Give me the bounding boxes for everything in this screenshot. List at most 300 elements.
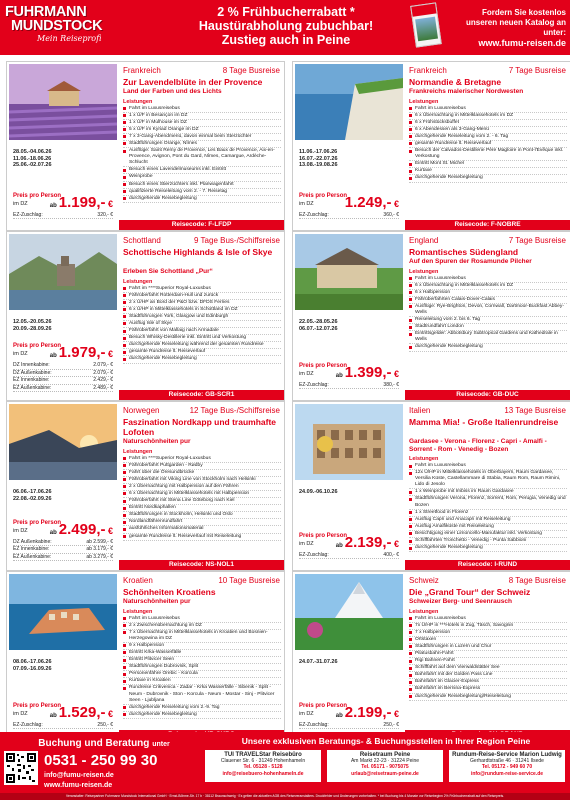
tour-card[interactable]: [6, 61, 285, 231]
tour-country: Frankreich: [123, 66, 161, 75]
price-value: 2.199,-: [344, 703, 392, 721]
service-item: Besuch eines Lavendelmuseums inkl. Eintritt: [123, 167, 281, 174]
room-type: im DZ: [13, 710, 28, 717]
service-item: Fahrt über die Öresundbrücke: [123, 470, 281, 477]
office-address: Clauener Str. 6 · 31249 Hohenhameln: [220, 758, 306, 765]
price-per-person-label: Preis pro Person: [13, 343, 62, 350]
price-per-person-label: Preis pro Person: [299, 362, 348, 369]
service-item: 1 x Weinprobe mit Imbiss im Raum Gardasee: [409, 489, 567, 496]
tour-date: 28.05.-04.06.26: [13, 149, 52, 155]
services-list: [123, 616, 281, 719]
service-item: Fahrt im Luxusreisebus: [409, 463, 567, 470]
price-prefix: ab: [335, 372, 343, 379]
price-extra-row: [13, 539, 113, 546]
service-item: qualifizierte Reiseleitung vom 2. - 7. Reisetag: [123, 189, 281, 196]
tour-card[interactable]: [6, 231, 285, 401]
catalog-line2: unseren neuen Katalog an unter:: [465, 18, 566, 37]
service-item: Rigi Bahnen-Fahrt: [409, 658, 567, 665]
tour-photo: [295, 234, 403, 310]
service-item: durchgehende Reiseleitung vom 2.-9. Tag: [123, 705, 281, 712]
tour-subtitle: Naturschönheiten pur: [123, 438, 191, 445]
tour-duration: 7 Tage Busreise: [508, 236, 566, 245]
logo-tagline: Mein Reiseprofi: [37, 34, 102, 43]
service-item: Fährüberfahrt mit Viking Line von Stockholm nach Helsinki: [123, 477, 281, 484]
service-item: Pilatusbahn-Fahrt: [409, 651, 567, 658]
price-per-person-label: Preis pro Person: [299, 532, 348, 539]
services-label: Leistungen: [123, 278, 153, 285]
price-value: 1.529,-: [58, 703, 106, 721]
tour-code: Reisecode: F-NOBRE: [405, 220, 570, 230]
office-phone: Tel. 05172 - 949 60 70: [481, 764, 533, 771]
price-prefix: ab: [335, 712, 343, 719]
service-item: Schifffahrt auf dem Vierwaldstätter See: [409, 665, 567, 672]
service-item: Nordlandfährenrundfahrt: [123, 519, 281, 526]
tour-title: Faszination Nordkapp und traumhafte Lofoten: [123, 417, 277, 437]
service-item: ausführliches Informationsmaterial: [123, 526, 281, 533]
services-label: Leistungen: [409, 608, 439, 615]
booking-title: Buchung und Beratung unter: [38, 738, 170, 749]
price-per-person-label: Preis pro Person: [299, 192, 348, 199]
tour-date: 24.09.-06.10.26: [299, 489, 338, 495]
price-currency: €: [105, 708, 113, 719]
tour-date: 11.06.-18.06.26: [13, 155, 52, 162]
promo-line1: 2 % Frühbucherrabatt *: [217, 5, 355, 19]
tour-duration: 10 Tage Busreise: [218, 576, 280, 585]
price-extra-row: [13, 370, 113, 377]
service-item: durchgehende Reisebegleitung: [409, 545, 567, 552]
service-item: durchgehende Reisebegleitung/Reiseleitung: [409, 694, 567, 701]
service-item: gesamte Rundreise lt. Reiseverlauf: [409, 141, 567, 148]
price-value: 1.399,-: [344, 363, 392, 381]
service-item: durchgehende Reisebegleitung: [123, 712, 281, 719]
price-extra-row: [13, 385, 113, 392]
tour-card[interactable]: [6, 571, 285, 741]
offices-title: Unsere exklusiven Beratungs- & Buchungsstellen in Ihrer Region Peine: [241, 736, 531, 746]
service-item: Bahnfahrt im Bernina-Express: [409, 686, 567, 693]
service-item: gesamte Rundreise lt. Reiseverlauf mit Reiseleitung: [123, 534, 281, 541]
booking-website[interactable]: www.fumu-reisen.de: [44, 782, 113, 789]
service-item: Fährüberfahrten Calais-Dover-Calais: [409, 297, 567, 304]
service-item: 6 x Abendessen als 3-Gang-Menü: [409, 127, 567, 134]
tour-photo: [9, 64, 117, 140]
extra-label: EZ-Zuschlag:: [13, 721, 43, 728]
legal-notice: Veranstalter: Reisepartner Fuhrmann Mundstock International GmbH · Ernst-Böhme-Str. 17 b · 38112 Braunschweig · Es gelten die aktuellen AGB des Reiseveranstalters. Druckfehler und Änderungen vorbehalten. * bei Buchung bis 4 Monate vor Reisebeginn 2% Frühbucherrabatt auf den Reisepreis.: [0, 793, 570, 800]
extra-value: ab 3.279,- €: [86, 553, 113, 560]
header-banner: [0, 0, 570, 55]
extra-label: EZ-Zuschlag:: [13, 211, 43, 218]
price-prefix: ab: [49, 712, 57, 719]
tour-card[interactable]: [292, 401, 570, 571]
service-item: durchgehende Reisebegleitung: [409, 175, 567, 182]
service-item: Eintritt Mont St. Michel: [409, 161, 567, 168]
office-email: info@reisebuero-hohenhameln.de: [222, 770, 304, 777]
room-type: im DZ: [299, 710, 314, 717]
tour-title: Mamma Mia! - Große Italienrundreise: [409, 417, 559, 427]
price-per-person-label: Preis pro Person: [299, 702, 348, 709]
tour-code: Reisecode: NS-NOL1: [119, 560, 284, 570]
service-item: Eintritt Plitvicer Seen: [123, 657, 281, 664]
service-item: 7 x Übernachtung in Mittelklassehotels in Kroatien und Bosnien-Herzegowina im DZ: [123, 630, 281, 643]
service-item: 7x Ü/HP in ***Hotels in Zug, Täsch, Savognin: [409, 623, 567, 630]
tour-price: [345, 195, 399, 212]
tour-subtitle: Land der Farben und des Lichts: [123, 88, 222, 95]
tour-card[interactable]: [292, 231, 570, 401]
tour-duration: 9 Tage Bus-/Schiffsreise: [194, 236, 280, 245]
service-item: 7 x 3-Gang-Abendmenü, davon einmal beim Sterzüchter: [123, 134, 281, 141]
tour-country: England: [409, 236, 439, 245]
tour-country: Kroatien: [123, 576, 153, 585]
office-peine[interactable]: [327, 750, 443, 782]
tour-date: 12.05.-20.05.26: [13, 319, 52, 325]
price-extra-row: [13, 554, 113, 561]
tour-date: 11.06.-17.06.26: [299, 149, 338, 155]
services-label: Leistungen: [409, 268, 439, 275]
service-item: Eintritt Krka-Wasserfälle: [123, 650, 281, 657]
tour-subtitle: Schweizer Berg- und Seenrausch: [409, 598, 512, 605]
service-item: Bahnfahrt im Glacier-Express: [409, 679, 567, 686]
tour-dates: [299, 319, 338, 332]
office-address: Gerhardtstraße 46 · 31241 Ilsede: [470, 758, 544, 765]
price-currency: €: [391, 198, 399, 209]
price-currency: €: [105, 198, 113, 209]
catalog-line1: Fordern Sie kostenlos: [481, 8, 566, 17]
price-currency: €: [391, 708, 399, 719]
price-value: 2.139,-: [344, 533, 392, 551]
office-email: urlaub@reisetraum-peine.de: [351, 770, 419, 777]
services-label: Leistungen: [123, 98, 153, 105]
service-item: Besuch der Calvados-Destillerie Père Magloire in Pont-l'Evêque inkl. Verkostung: [409, 148, 567, 161]
tour-date: 24.07.-31.07.26: [299, 659, 338, 665]
room-type: im DZ: [299, 200, 314, 207]
tour-country: Schottland: [123, 236, 161, 245]
tour-duration: 8 Tage Busreise: [508, 576, 566, 585]
service-item: 6 x Übernachtung in Mittelklassehotels im DZ: [409, 283, 567, 290]
price-extras: [13, 539, 113, 561]
extra-label: DZ Innenkabine:: [13, 362, 50, 369]
promo-line2: Haustürabholung zubuchbar!: [198, 19, 374, 33]
service-item: Stadtführungen Verona, Florenz, Sorrent, Rom, Perugia, Venedig und Bozen: [409, 496, 567, 509]
service-item: gesamte Rundreise lt. Reiseverlauf: [123, 349, 281, 356]
services-label: Leistungen: [409, 98, 439, 105]
price-currency: €: [391, 368, 399, 379]
service-item: Fahrt im Luxusreisebus: [409, 616, 567, 623]
price-extras: [299, 722, 399, 729]
price-extra-row: [299, 722, 399, 729]
price-currency: €: [105, 349, 113, 360]
tour-title: Schottische Highlands & Isle of Skye: [123, 247, 273, 257]
price-value: 2.499,-: [58, 520, 106, 538]
service-item: Schifffahrten Tronchetto - Venedig - Punta Sabbioni: [409, 538, 567, 545]
tour-dates: [13, 659, 52, 672]
price-extras: [299, 212, 399, 219]
service-item: Ausflug Amalfiküste mit Reiseleitung: [409, 524, 567, 531]
room-type: im DZ: [299, 370, 314, 377]
tour-date: 22.05.-28.05.26: [299, 319, 338, 325]
service-item: Fahrt im Luxusreisebus: [409, 106, 567, 113]
price-extras: [299, 382, 399, 389]
tour-title: Zur Lavendelblüte in der Provence: [123, 77, 263, 87]
office-ilsede[interactable]: [449, 750, 565, 782]
tour-duration: 7 Tage Busreise: [508, 66, 566, 75]
price-per-person-label: Preis pro Person: [13, 192, 62, 199]
service-item: Ausflug Capri und Anacapri mit Reiseleitung: [409, 517, 567, 524]
extra-value: ab 2.599,- €: [86, 538, 113, 545]
price-extras: [13, 362, 113, 392]
extra-label: EZ Außenkabine:: [13, 384, 52, 391]
tour-subtitle: Erleben Sie Schottland „Pur“: [123, 268, 213, 275]
extra-label: EZ Innenkabine:: [13, 377, 50, 384]
extra-value: 2.489,- €: [93, 384, 113, 391]
service-item: Ausflüge: Rye-Brighton, Devon, Cornwall, Dartmoor-Buckfast Abbey-Wells: [409, 304, 567, 317]
booking-phone[interactable]: 0531 - 250 99 30: [44, 752, 158, 769]
tour-card[interactable]: [292, 61, 570, 231]
service-item: Stadtführungen Dubrovnik, Split: [123, 664, 281, 671]
tour-date: 16.07.-22.07.26: [299, 155, 338, 162]
price-extras: [13, 212, 113, 219]
service-item: Stadtführungen in Luzern und Chur: [409, 644, 567, 651]
price-extra-row: [13, 212, 113, 219]
tour-country: Frankreich: [409, 66, 447, 75]
tour-code: Reisecode: GB-SCR1: [119, 390, 284, 400]
service-item: Stadtrundfahrt London: [409, 324, 567, 331]
service-item: Kurtaxe: [409, 168, 567, 175]
service-item: 1 x Ü/F in Mulhouse im DZ: [123, 120, 281, 127]
extra-value: 380,- €: [383, 381, 399, 388]
fuhrmann-mundstock-logo[interactable]: [5, 5, 123, 49]
services-label: Leistungen: [123, 608, 153, 615]
price-extra-row: [13, 362, 113, 369]
tour-photo: [295, 574, 403, 650]
tour-duration: 12 Tage Bus-/Schiffsreise: [189, 406, 280, 415]
service-item: 1 x Ü/F in Besançon im DZ: [123, 113, 281, 120]
catalog-url-link[interactable]: www.fumu-reisen.de: [478, 38, 566, 48]
service-item: 6 x Übernachtung in Mittelklassehotels mit Halbpension: [123, 491, 281, 498]
tour-subtitle: Auf den Spuren der Rosamunde Pilcher: [409, 258, 532, 265]
service-item: Eintritt Nordkaphallen: [123, 505, 281, 512]
price-prefix: ab: [49, 353, 57, 360]
extra-value: 400,- €: [383, 551, 399, 558]
extra-label: DZ Außenkabine:: [13, 538, 52, 545]
service-item: Fahrt im ****Superior Royal-Luxusbus: [123, 286, 281, 293]
service-item: Eintrittsgelder: Abbotsbury Subtropical Gardens und Kathedrale in Wells: [409, 331, 567, 344]
tour-dates: [299, 659, 338, 666]
room-type: im DZ: [13, 527, 28, 534]
tour-photo: [9, 404, 117, 480]
tour-date: 22.08.-02.09.26: [13, 495, 52, 502]
tour-dates: [13, 489, 52, 502]
price-extra-row: [13, 722, 113, 729]
tour-duration: 8 Tage Busreise: [222, 66, 280, 75]
service-item: Stadtführungen in Stockholm, Helsinki und Oslo: [123, 512, 281, 519]
service-item: Kurtaxe in Kroatien: [123, 678, 281, 685]
price-extra-row: [299, 212, 399, 219]
tour-photo: [9, 574, 117, 650]
logo-line1: FUHRMANN: [5, 4, 87, 20]
tour-country: Norwegen: [123, 406, 160, 415]
office-name: TUI TRAVELStar Reisebüro: [224, 752, 302, 758]
service-item: 1 x Streetfood in Florenz: [409, 510, 567, 517]
service-item: 6 x Halbpension: [409, 290, 567, 297]
extra-label: EZ Innenkabine:: [13, 546, 50, 553]
price-value: 1.979,-: [58, 344, 106, 362]
service-item: Fährüberfahrt von Mallaig nach Armadale: [123, 328, 281, 335]
tour-photo: [295, 64, 403, 140]
service-item: durchgehende Reiseleitung vom 2. - 6. Tag: [409, 134, 567, 141]
tour-dates: [299, 489, 338, 496]
service-item: Rundreise Crikvenica - Zadar - Krka Wasserfälle - Sibenik - Split - Neum - Dubrovnik - Ston - Korcula - Neum - Mostar - Sinj - Plitvicer Seen - Ljubljana: [123, 685, 281, 704]
tour-date: 07.09.-16.09.26: [13, 665, 52, 672]
tour-date: 13.08.-19.08.26: [299, 162, 338, 168]
extra-value: ab 3.179,- €: [86, 546, 113, 553]
office-hohenhameln[interactable]: [205, 750, 321, 782]
room-type: im DZ: [13, 351, 28, 358]
tour-title: Die „Grand Tour“ der Schweiz: [409, 587, 531, 597]
price-per-person-label: Preis pro Person: [13, 519, 62, 526]
services-list: [409, 463, 567, 552]
price-currency: €: [391, 538, 399, 549]
services-list: [409, 106, 567, 183]
tour-photo: [295, 404, 403, 480]
tour-subtitle: Frankreichs malerischer Nordwesten: [409, 88, 524, 95]
service-item: durchgehende Reisebegleitung: [409, 344, 567, 351]
extra-value: 2.079,- €: [93, 362, 113, 369]
office-address: Am Markt 22-23 · 31224 Peine: [350, 758, 420, 765]
tour-dates: [13, 149, 52, 169]
service-item: Fahrt im Luxusreisebus: [409, 276, 567, 283]
extra-value: 320,- €: [97, 211, 113, 218]
price-extra-row: [299, 552, 399, 559]
tour-date: 06.07.-12.07.26: [299, 325, 338, 332]
tour-country: Schweiz: [409, 576, 439, 585]
tour-code: Reisecode: F-LFDP: [119, 220, 284, 230]
extra-value: 250,- €: [383, 721, 399, 728]
extra-value: 250,- €: [97, 721, 113, 728]
extra-value: 360,- €: [383, 211, 399, 218]
office-phone: Tel. 05171 - 9075075: [361, 764, 409, 771]
extra-label: DZ Außenkabine:: [13, 369, 52, 376]
offices-section: [205, 736, 567, 777]
price-prefix: ab: [335, 542, 343, 549]
service-item: Besichtigung einer Limoncello-Manufaktur inkl. Verkostung: [409, 531, 567, 538]
tour-code: Reisecode: GB-DUC: [405, 390, 570, 400]
tour-card[interactable]: [6, 401, 285, 571]
service-item: Fährüberfahrt Puttgarden - Rødby: [123, 463, 281, 470]
service-item: Stadtführungen Orange, Nîmes: [123, 141, 281, 148]
price-prefix: ab: [49, 529, 57, 536]
price-prefix: ab: [49, 202, 57, 209]
tour-subtitle: Gardasee - Verona - Florenz - Capri - Amalfi - Sorrent - Rom - Venedig - Bozen: [409, 438, 547, 453]
services-list: [409, 616, 567, 701]
extra-value: 2.429,- €: [93, 377, 113, 384]
qr-code[interactable]: [4, 751, 38, 785]
price-currency: €: [105, 525, 113, 536]
service-item: Ausflug Isle of Skye: [123, 321, 281, 328]
catalog-image: [410, 2, 442, 47]
services-list: [123, 106, 281, 203]
logo-line2: MUNDSTOCK: [11, 18, 103, 34]
promo-line3: Zustieg auch in Peine: [221, 33, 351, 47]
service-item: durchgehende Reiseleitung während der gesamten Rundreise: [123, 342, 281, 349]
price-extra-row: [299, 382, 399, 389]
price-extra-row: [13, 377, 113, 384]
office-name: Reisetraum Peine: [359, 752, 411, 758]
footer-banner: [0, 732, 570, 800]
room-type: im DZ: [299, 540, 314, 547]
services-list: [123, 286, 281, 364]
tour-subtitle: Naturschönheiten pur: [123, 598, 191, 605]
service-item: 6 x Ü/HP in Mittelklassehotels in Schottland im DZ: [123, 307, 281, 314]
tour-date: 25.06.-02.07.26: [13, 162, 52, 168]
service-item: 9 x Halbpension: [123, 643, 281, 650]
tour-date: 20.09.-28.09.26: [13, 325, 52, 332]
booking-email[interactable]: info@fumu-reisen.de: [44, 772, 114, 779]
tour-duration: 13 Tage Busreise: [504, 406, 566, 415]
price-value: 1.249,-: [344, 193, 392, 211]
room-type: im DZ: [13, 200, 28, 207]
service-item: Bahnfahrt mit der Golden Pass Line: [409, 672, 567, 679]
extra-label: EZ-Zuschlag:: [299, 551, 329, 558]
services-list: [409, 276, 567, 352]
price-value: 1.199,-: [58, 193, 106, 211]
service-item: durchgehende Reisebegleitung: [123, 196, 281, 203]
extra-value: 2.079,- €: [93, 369, 113, 376]
service-item: 5 x Ü/F im Kyriad Orange im DZ: [123, 127, 281, 134]
service-item: Ortstaxen: [409, 637, 567, 644]
service-item: Reiseleitung vom 2. bis 6. Tag: [409, 317, 567, 324]
service-item: Stadtführungen York, Glasgow und Edinburgh: [123, 314, 281, 321]
service-item: 2 x Ü/HP an Bord der P&O bzw. DFDS Ferries: [123, 300, 281, 307]
price-extras: [299, 552, 399, 559]
booking-contact: [4, 738, 204, 789]
service-item: Fährüberfahrt Rotterdam-Hull und zurück: [123, 293, 281, 300]
service-item: Besuch eines Stierzüchters inkl. Planwagenfahrt: [123, 182, 281, 189]
tour-title: Normandie & Bretagne: [409, 77, 502, 87]
tour-dates: [13, 319, 52, 332]
service-item: 12x Ü/HP in Mittelklassehotels in Oberbayern, Raum Gardasee, Versilia Küste, Castellammare di Stabia, Raum Rom, Raum Rimini, Lido di Jesolo: [409, 470, 567, 489]
office-name: Rundum-Reise-Service Marion Ludwig: [452, 752, 562, 758]
price-extra-row: [13, 546, 113, 553]
service-item: 7 x Halbpension: [409, 630, 567, 637]
services-label: Leistungen: [123, 448, 153, 455]
tour-dates: [299, 149, 338, 169]
tour-code: Reisecode: I-RUND: [405, 560, 570, 570]
service-item: Fahrt im Luxusreisebus: [123, 106, 281, 113]
tour-date: 08.06.-17.06.26: [13, 659, 52, 665]
price-extras: [13, 722, 113, 729]
extra-label: EZ-Zuschlag:: [299, 721, 329, 728]
service-item: Personenfähre Orebic - Korcula: [123, 671, 281, 678]
service-item: durchgehende Reisebegleitung: [123, 356, 281, 363]
office-phone: Tel. 05128 - 5128: [243, 764, 283, 771]
service-item: Fahrt im Luxusreisebus: [123, 616, 281, 623]
promo-headline: [176, 5, 396, 47]
service-item: 2 x Zwischenübernachtung im DZ: [123, 623, 281, 630]
service-item: Fährüberfahrt mit Stena Line Göteborg nach Kiel: [123, 498, 281, 505]
tour-date: 06.06.-17.06.26: [13, 489, 52, 495]
catalog-promo: [448, 8, 566, 48]
service-item: 6 x Übernachtung in Mittelklassehotels im DZ: [409, 113, 567, 120]
extra-label: EZ Außenkabine:: [13, 553, 52, 560]
office-email: info@rundum-reise-service.de: [470, 770, 544, 777]
service-item: Ausflüge: Saint Remy de Provence, Les Baux de Provence, Aix-en-Provence, Avignon, Pont du Gard, Nîmes, Camargue, Ardèche-Schlucht: [123, 148, 281, 167]
extra-label: EZ-Zuschlag:: [299, 381, 329, 388]
service-item: Fahrt im ****Superior Royal-Luxusbus: [123, 456, 281, 463]
tour-country: Italien: [409, 406, 431, 415]
service-item: 6 x Frühstücksbuffet: [409, 120, 567, 127]
service-item: 2 x Übernachtung mit Halbpension auf den Fähren: [123, 484, 281, 491]
service-item: Besuch Whisky-Destillerie inkl. Eintritt und Verkostung: [123, 335, 281, 342]
tour-card[interactable]: [292, 571, 570, 741]
